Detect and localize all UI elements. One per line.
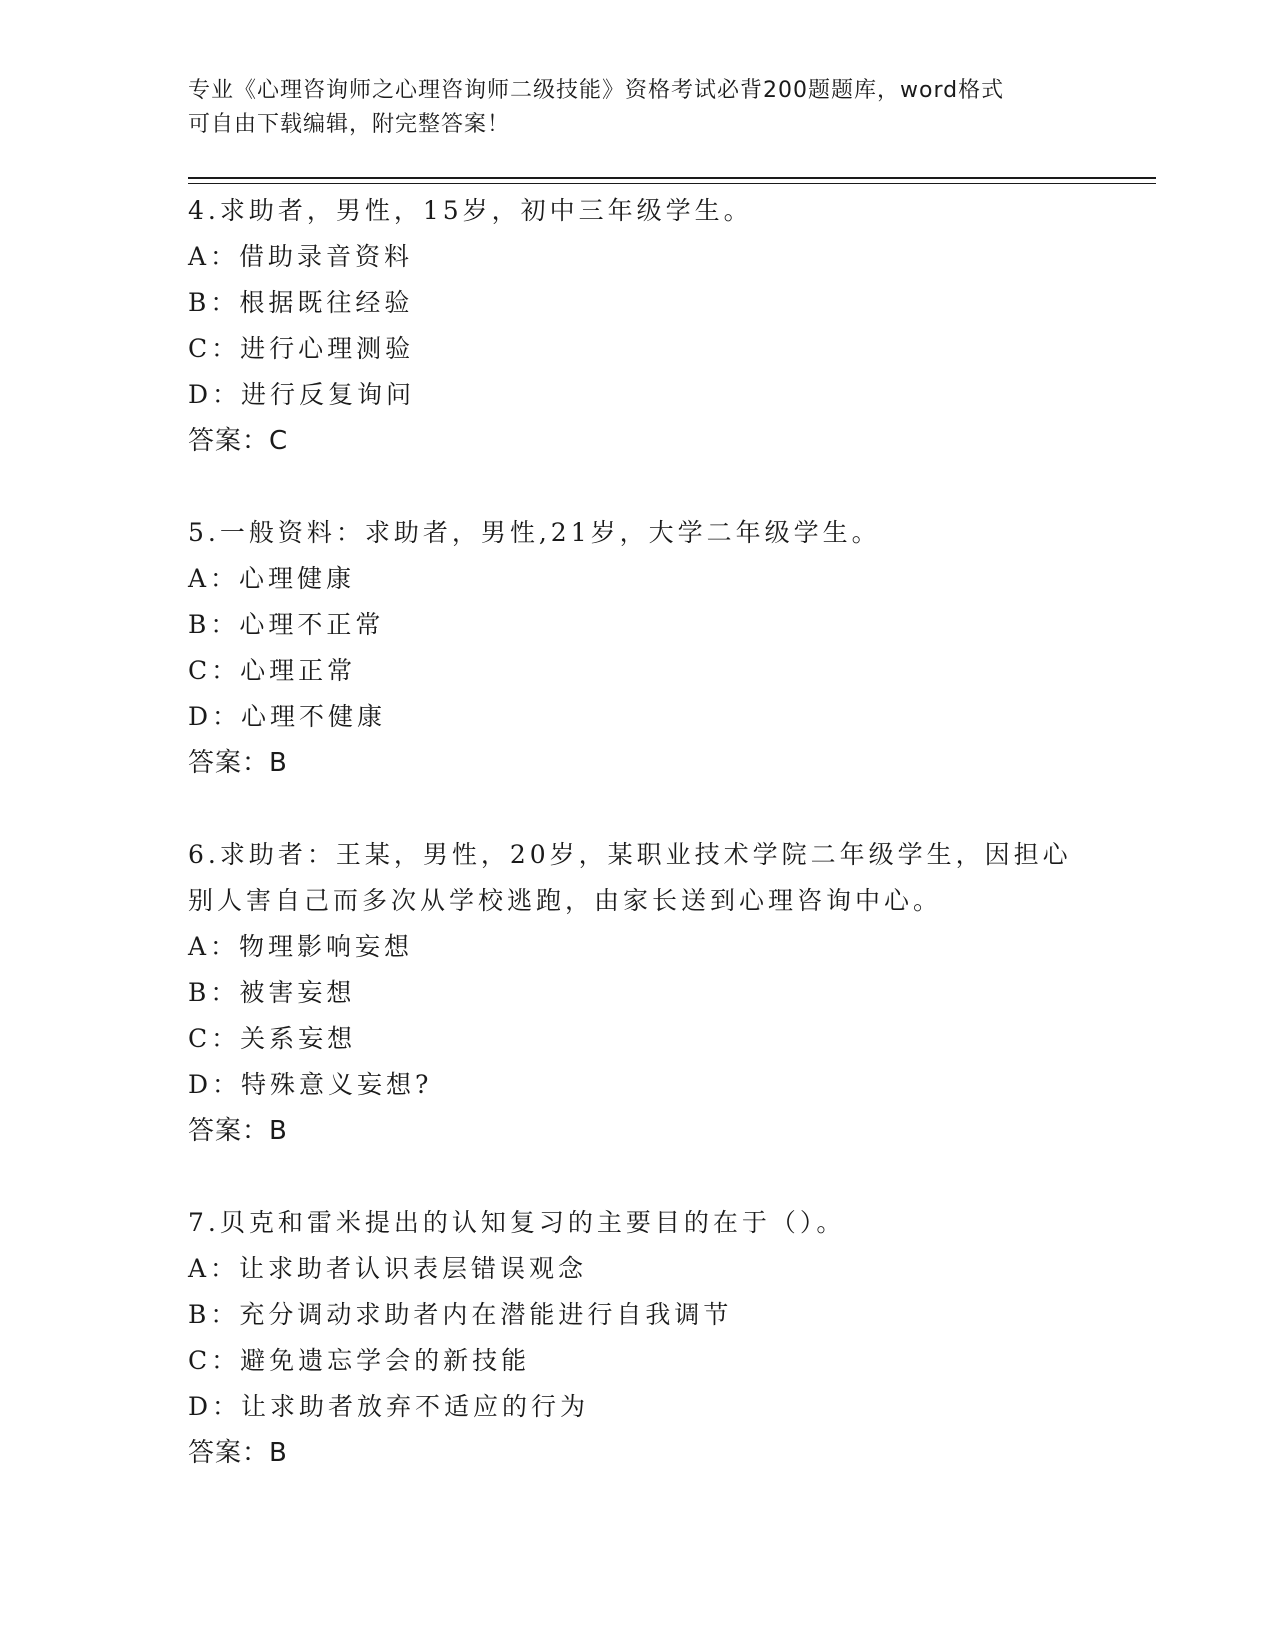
option-d: D：让求助者放弃不适应的行为 xyxy=(188,1392,590,1421)
header-line-2: 可自由下载编辑，附完整答案！ xyxy=(188,112,511,137)
option-c: C：心理正常 xyxy=(188,656,357,685)
answer-label: 答案：C xyxy=(188,426,289,456)
option-a: A：借助录音资料 xyxy=(188,242,414,271)
question-stem: 6.求助者：王某，男性，20岁，某职业技术学院二年级学生，因担心 xyxy=(188,840,1072,869)
header-divider-thick xyxy=(188,177,1156,179)
question-6 xyxy=(188,832,1088,1154)
question-list xyxy=(188,188,1088,1522)
document-header xyxy=(188,74,1088,142)
option-d: D：特殊意义妄想? xyxy=(188,1070,433,1099)
header-divider-thin xyxy=(188,183,1156,184)
option-b: B：根据既往经验 xyxy=(188,288,414,317)
option-b: B：被害妄想 xyxy=(188,978,356,1007)
header-line-1: 专业《心理咨询师之心理咨询师二级技能》资格考试必背200题题库，word格式 xyxy=(188,78,1005,103)
option-a: A：心理健康 xyxy=(188,564,356,593)
question-5 xyxy=(188,510,1088,786)
question-stem: 4.求助者，男性，15岁，初中三年级学生。 xyxy=(188,196,753,225)
option-d: D：进行反复询问 xyxy=(188,380,416,409)
option-d: D：心理不健康 xyxy=(188,702,387,731)
option-c: C：避免遗忘学会的新技能 xyxy=(188,1346,531,1375)
question-4 xyxy=(188,188,1088,464)
option-b: B：充分调动求助者内在潜能进行自我调节 xyxy=(188,1300,733,1329)
option-a: A：物理影响妄想 xyxy=(188,932,414,961)
option-b: B：心理不正常 xyxy=(188,610,385,639)
question-stem: 7.贝克和雷米提出的认知复习的主要目的在于（）。 xyxy=(188,1208,846,1237)
question-stem: 5.一般资料：求助者，男性,21岁，大学二年级学生。 xyxy=(188,518,881,547)
question-7 xyxy=(188,1200,1088,1476)
option-a: A：让求助者认识表层错误观念 xyxy=(188,1254,588,1283)
answer-label: 答案：B xyxy=(188,1438,288,1468)
option-c: C：进行心理测验 xyxy=(188,334,415,363)
option-c: C：关系妄想 xyxy=(188,1024,357,1053)
answer-label: 答案：B xyxy=(188,748,288,778)
question-stem-continued: 别人害自己而多次从学校逃跑，由家长送到心理咨询中心。 xyxy=(188,886,943,915)
answer-label: 答案：B xyxy=(188,1116,288,1146)
